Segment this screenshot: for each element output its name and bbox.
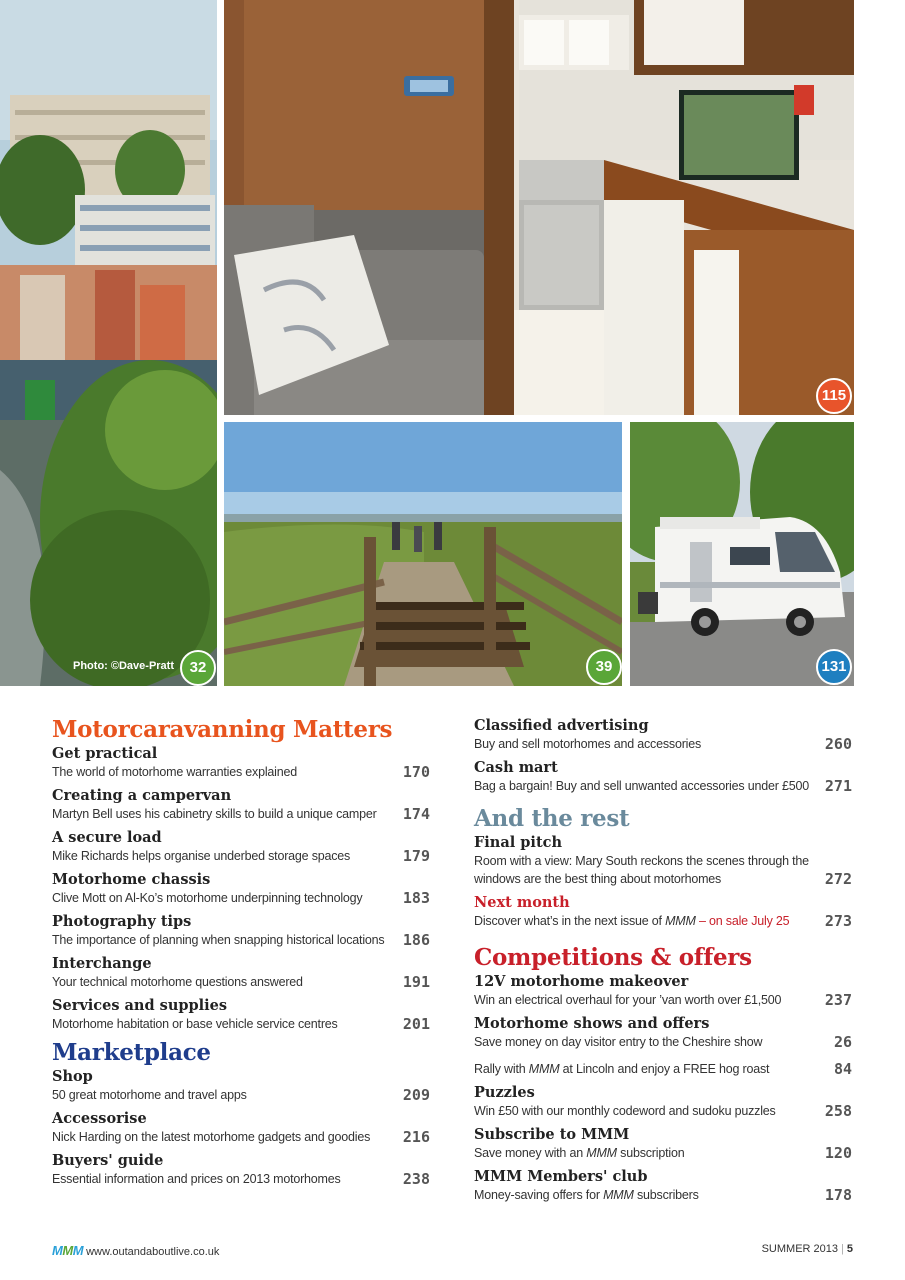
entry-description: Bag a bargain! Buy and sell unwanted accessories under £500: [474, 779, 809, 793]
contents-entry[interactable]: [52, 786, 430, 823]
entry-page: 179: [402, 847, 430, 865]
entry-description: The importance of planning when snapping historical locations: [52, 933, 385, 947]
contents-entry[interactable]: [474, 833, 852, 888]
entry-page: 201: [402, 1015, 430, 1033]
entry-description: Essential information and prices on 2013 motorhomes: [52, 1172, 341, 1186]
contents-entry[interactable]: [52, 954, 430, 991]
entry-page: 174: [402, 805, 430, 823]
entry-title: Motorhome shows and offers: [474, 1015, 710, 1032]
entry-description: Nick Harding on the latest motorhome gadgets and goodies: [52, 1130, 371, 1144]
website-link[interactable]: www.outandaboutlive.co.uk: [86, 1246, 220, 1258]
page-badge-path: 39: [586, 649, 622, 685]
entry-title: Buyers' guide: [52, 1152, 164, 1169]
mmm-logo: MMM: [52, 1243, 84, 1258]
entry-title: Next month: [474, 894, 570, 911]
entry-title: Final pitch: [474, 834, 563, 851]
entry-page: 272: [824, 870, 852, 888]
contents-right-column: [474, 716, 852, 1209]
photo-camper-interior: [224, 0, 854, 415]
photo-motorhome: [630, 422, 854, 686]
entry-title: Puzzles: [474, 1084, 535, 1101]
section-title-competitions: Competitions & offers: [474, 944, 752, 971]
on-sale-highlight: on sale July 25: [709, 914, 790, 928]
footer-website: [52, 1243, 219, 1258]
entry-title: Photography tips: [52, 913, 192, 930]
contents-entry[interactable]: [52, 912, 430, 949]
entry-description: Win an electrical overhaul for your ’van worth over £1,500: [474, 993, 782, 1007]
entry-page: 170: [402, 763, 430, 781]
entry-description: Save money with an MMM subscription: [474, 1146, 685, 1160]
contents-entry[interactable]: [52, 1151, 430, 1188]
contents-entry[interactable]: [52, 1067, 430, 1104]
entry-description-line: windows are the best thing about motorhomes: [474, 872, 722, 886]
entry-description: Buy and sell motorhomes and accessories: [474, 737, 702, 751]
entry-page: 238: [402, 1170, 430, 1188]
contents-entry[interactable]: [52, 996, 430, 1033]
section-title-rest: And the rest: [474, 805, 630, 832]
contents-entry[interactable]: [52, 870, 430, 907]
entry-title: Shop: [52, 1068, 93, 1085]
section-title-marketplace: Marketplace: [52, 1039, 211, 1066]
entry-title: A secure load: [52, 829, 162, 846]
footer-issue: [762, 1243, 853, 1255]
page-badge-interior: 115: [816, 378, 852, 414]
entry-page: 271: [824, 777, 852, 795]
entry-page: 186: [402, 931, 430, 949]
page-badge-van: 131: [816, 649, 852, 685]
entry-title: Motorhome chassis: [52, 871, 211, 888]
entry-description: Mike Richards helps organise underbed storage spaces: [52, 849, 351, 863]
entry-description: Save money on day visitor entry to the Cheshire show: [474, 1035, 763, 1049]
contents-entry[interactable]: [474, 1125, 852, 1162]
entry-title: Subscribe to MMM: [474, 1126, 630, 1143]
contents-entry[interactable]: [474, 716, 852, 753]
contents-entry[interactable]: [52, 828, 430, 865]
entry-page: 260: [824, 735, 852, 753]
entry-description: Clive Mott on Al-Ko’s motorhome underpinning technology: [52, 891, 363, 905]
contents-entry[interactable]: [474, 972, 852, 1009]
photo-city-harbour: [0, 0, 217, 686]
entry-description: Your technical motorhome questions answered: [52, 975, 303, 989]
entry-title: MMM Members' club: [474, 1168, 648, 1185]
contents-left-column: [52, 716, 430, 1193]
contents-entry[interactable]: [52, 1109, 430, 1146]
entry-page: 216: [402, 1128, 430, 1146]
photo-hill-path: [224, 422, 622, 686]
contents-entry[interactable]: [52, 744, 430, 781]
entry-title: Creating a campervan: [52, 787, 232, 804]
entry-page: 120: [824, 1144, 852, 1162]
contents-entry[interactable]: [474, 758, 852, 795]
photo-credit: Photo: ©Dave-Pratt: [73, 660, 175, 672]
entry-description: Martyn Bell uses his cabinetry skills to build a unique camper: [52, 807, 377, 821]
entry-title: Classified advertising: [474, 717, 649, 734]
entry-description-line: Room with a view: Mary South reckons the scenes through the: [474, 854, 809, 868]
entry-description: 50 great motorhome and travel apps: [52, 1088, 247, 1102]
entry-page: 258: [824, 1102, 852, 1120]
entry-page: 237: [824, 991, 852, 1009]
entry-description: Money-saving offers for MMM subscribers: [474, 1188, 699, 1202]
contents-entry[interactable]: [474, 1014, 852, 1078]
entry-description: The world of motorhome warranties explained: [52, 765, 297, 779]
entry-title: Interchange: [52, 955, 152, 972]
contents-entry[interactable]: [474, 1083, 852, 1120]
entry-page: 191: [402, 973, 430, 991]
entry-description: Win £50 with our monthly codeword and sudoku puzzles: [474, 1104, 776, 1118]
entry-description: Rally with MMM at Lincoln and enjoy a FREE hog roast: [474, 1062, 770, 1076]
page-badge-city: 32: [180, 650, 216, 686]
entry-description: Discover what’s in the next issue of MMM – on sale July 25: [474, 914, 790, 928]
footer-separator: |: [841, 1243, 844, 1255]
contents-entry[interactable]: [474, 893, 852, 930]
entry-title: Services and supplies: [52, 997, 228, 1014]
entry-page: 273: [824, 912, 852, 930]
entry-page: 178: [824, 1186, 852, 1204]
entry-page: 209: [402, 1086, 430, 1104]
entry-title: Cash mart: [474, 759, 558, 776]
entry-page: 84: [833, 1060, 852, 1078]
entry-title: Get practical: [52, 745, 158, 762]
entry-title: 12V motorhome makeover: [474, 973, 689, 990]
entry-page: 183: [402, 889, 430, 907]
entry-description: Motorhome habitation or base vehicle service centres: [52, 1017, 338, 1031]
section-title-matters: Motorcaravanning Matters: [52, 716, 393, 743]
entry-title: Accessorise: [52, 1110, 147, 1127]
issue-label: SUMMER 2013: [761, 1243, 839, 1255]
entry-page: 26: [833, 1033, 852, 1051]
page-number: 5: [846, 1243, 853, 1255]
contents-entry[interactable]: [474, 1167, 852, 1204]
